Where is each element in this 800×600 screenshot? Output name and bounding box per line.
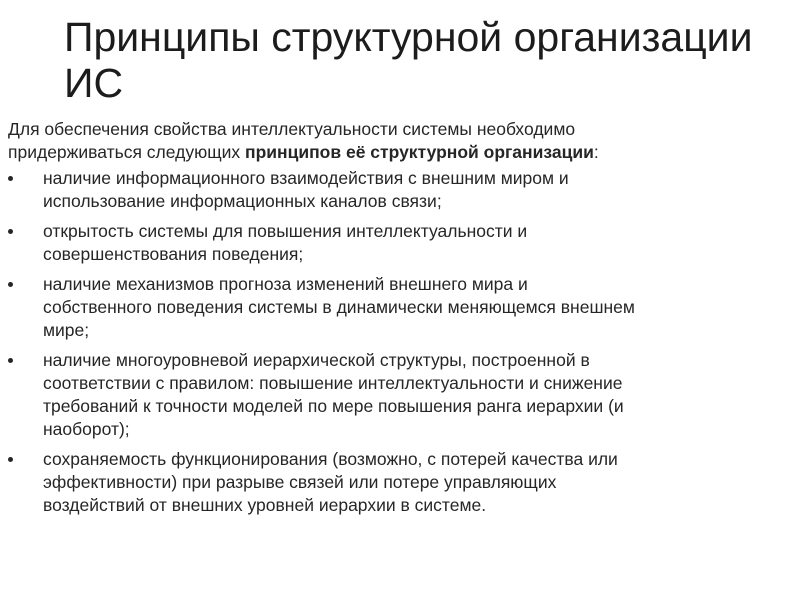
list-item-line: использование информационных каналов связи; bbox=[43, 191, 442, 211]
intro-line: Для обеспечения свойства интеллектуальности системы необходимо bbox=[8, 119, 576, 139]
slide-content bbox=[8, 118, 798, 524]
bullet-icon bbox=[8, 457, 13, 462]
bullet-icon bbox=[8, 229, 13, 234]
list-item-line: сохраняемость функционирования (возможно, с потерей качества или bbox=[43, 449, 618, 469]
list-item-line: наоборот); bbox=[43, 419, 130, 439]
bullet-icon bbox=[8, 176, 13, 181]
intro-paragraph bbox=[8, 118, 798, 164]
intro-line bbox=[8, 141, 798, 164]
list-item bbox=[8, 220, 798, 266]
slide-title: Принципы структурной организации ИС bbox=[64, 14, 753, 106]
list-item-line: собственного поведения системы в динамически меняющемся внешнем bbox=[43, 297, 635, 317]
intro-text: придерживаться следующих bbox=[8, 142, 245, 162]
list-item-line: наличие механизмов прогноза изменений внешнего мира и bbox=[43, 274, 528, 294]
intro-text: : bbox=[593, 142, 599, 162]
list-item bbox=[8, 273, 798, 342]
bullet-icon bbox=[8, 358, 13, 363]
list-item-line: наличие многоуровневой иерархической структуры, построенной в bbox=[43, 350, 590, 370]
list-item-line: мире; bbox=[43, 320, 90, 340]
list-item bbox=[8, 167, 798, 213]
principles-list bbox=[8, 167, 798, 517]
list-item-line: воздействий от внешних уровней иерархии в системе. bbox=[43, 495, 487, 515]
list-item-line: совершенствования поведения; bbox=[43, 244, 304, 264]
intro-emphasis: принципов её структурной организации bbox=[245, 142, 594, 162]
list-item-line: эффективности) при разрыве связей или потере управляющих bbox=[43, 472, 557, 492]
bullet-icon bbox=[8, 282, 13, 287]
list-item-line: требований к точности моделей по мере повышения ранга иерархии (и bbox=[43, 396, 624, 416]
list-item-line: открытость системы для повышения интеллектуальности и bbox=[43, 221, 528, 241]
list-item-line: наличие информационного взаимодействия с внешним миром и bbox=[43, 168, 569, 188]
list-item-line: соответствии с правилом: повышение интеллектуальности и снижение bbox=[43, 373, 623, 393]
list-item bbox=[8, 349, 798, 441]
list-item bbox=[8, 448, 798, 517]
